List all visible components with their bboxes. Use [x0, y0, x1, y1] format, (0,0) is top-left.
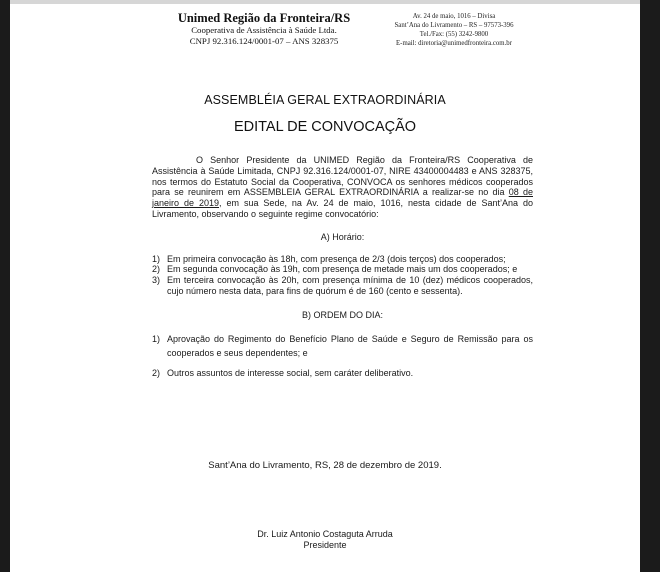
letterhead-org-block	[173, 11, 355, 47]
letterhead-contact-block	[379, 12, 529, 48]
document-body	[152, 155, 533, 380]
signer-role: Presidente	[303, 539, 347, 550]
top-edge-band	[10, 0, 640, 4]
section-heading-ordem: B) ORDEM DO DIA:	[301, 309, 383, 320]
document-page	[10, 0, 640, 572]
list-item-text: Aprovação do Regimento do Benefício Plano de Saúde e Seguro de Remissão para os cooperados e seus dependentes; e	[167, 333, 533, 358]
intro-paragraph	[152, 155, 533, 220]
place-and-date: Sant’Ana do Livramento, RS, 28 de dezembro de 2019.	[208, 460, 442, 471]
list-item	[152, 366, 533, 380]
meeting-date: 08 de janeiro de 2019	[152, 187, 533, 209]
document-title: ASSEMBLÉIA GERAL EXTRAORDINÁRIA	[204, 93, 446, 107]
intro-text-start: O Senhor Presidente da UNIMED Região da Fronteira/RS Cooperativa de Assistência à Saúde Limitada, CNPJ 92.316.124/0001-07, NIRE 43400004483 e ANS 328375, nos termos do Estatuto Social da Cooperativa, CONVOCA os senhores médicos cooperados para se reunirem em ASSEMBLEIA GERAL EXTRAORDINÁRIA a realizar-se no dia	[152, 155, 533, 198]
list-item-number: 2)	[152, 367, 161, 378]
intro-text-end: , em sua Sede, na Av. 24 de maio, 1016, nesta cidade de Sant’Ana do Livramento, observando o seguinte regime convocatório:	[152, 198, 533, 219]
org-subtitle: Cooperativa de Assistência à Saúde Ltda.	[191, 25, 337, 35]
list-item-text: Outros assuntos de interesse social, sem caráter deliberativo.	[167, 367, 414, 378]
address-line: Av. 24 de maio, 1016 – Divisa	[412, 13, 496, 20]
list-item	[152, 275, 533, 297]
section-heading-horario: A) Horário:	[320, 231, 365, 242]
phone-line: Tel./Fax: (55) 3242-9800	[419, 31, 489, 38]
list-item-number: 1)	[152, 333, 161, 344]
list-item-text: Em segunda convocação às 19h, com presença de metade mais um dos cooperados; e	[167, 264, 518, 275]
list-item-number: 3)	[152, 275, 161, 286]
org-registration: CNPJ 92.316.124/0001-07 – ANS 328375	[189, 36, 339, 46]
list-item-number: 1)	[152, 253, 161, 264]
list-item	[152, 264, 533, 275]
ordem-list	[152, 332, 533, 380]
signer-name: Dr. Luiz Antonio Costaguta Arruda	[257, 529, 393, 539]
list-item-text: Em terceira convocação às 20h, com presença mínima de 10 (dez) médicos cooperados, cujo número nesta data, para fins de quórum é de 160 (cento e sessenta).	[167, 275, 533, 296]
org-name: Unimed Região da Fronteira/RS	[177, 11, 351, 25]
city-line: Sant’Ana do Livramento – RS – 97573-396	[394, 22, 514, 29]
list-item-number: 2)	[152, 264, 161, 275]
list-item	[152, 332, 533, 360]
signature-block	[10, 529, 640, 550]
list-item-text: Em primeira convocação às 18h, com presença de 2/3 (dois terços) dos cooperados;	[167, 253, 506, 264]
document-subtitle: EDITAL DE CONVOCAÇÃO	[233, 119, 417, 135]
list-item	[152, 254, 533, 265]
horario-list	[152, 254, 533, 297]
email-line: E-mail: diretoria@unimedfronteira.com.br	[396, 40, 512, 47]
